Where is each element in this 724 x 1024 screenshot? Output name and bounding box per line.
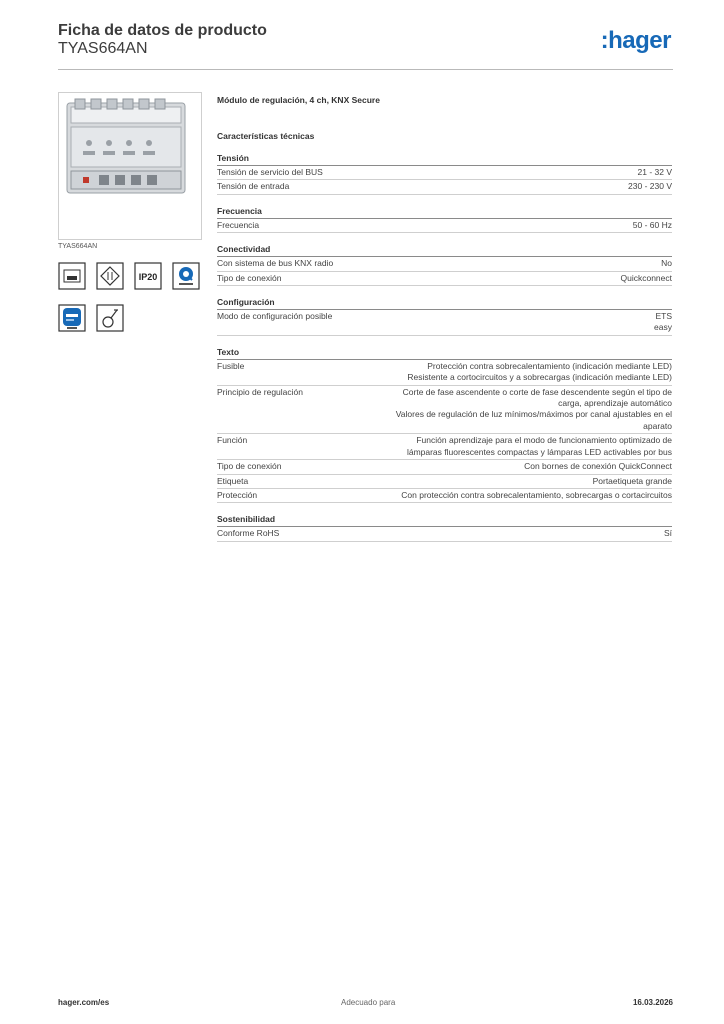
spec-value	[623, 220, 672, 231]
spec-value-line: 50 - 60 Hz	[632, 219, 672, 230]
spec-value-line: aparato	[643, 420, 672, 431]
spec-row	[217, 219, 672, 233]
spec-value-line: 21 - 32 V	[637, 167, 672, 177]
spec-section	[217, 296, 672, 336]
spec-label: Tipo de conexión	[217, 461, 282, 472]
section-title: Texto	[217, 346, 672, 360]
knx-logo-icon	[58, 262, 86, 290]
spec-label: Principio de regulación	[217, 386, 303, 397]
spec-value	[654, 528, 672, 539]
spec-value	[391, 490, 672, 501]
section-title: Tensión	[217, 152, 672, 166]
spec-section	[217, 243, 672, 286]
spec-label: Frecuencia	[217, 219, 260, 230]
spec-value-line: lámparas fluorescentes compactas y lámparas LED activables por bus	[406, 446, 672, 457]
page-title: Ficha de datos de producto	[58, 22, 267, 39]
spec-value-line: Con bornes de conexión QuickConnect	[524, 461, 672, 472]
section-title: Conectividad	[217, 243, 672, 257]
spec-row	[217, 360, 672, 386]
spec-value-line: Función aprendizaje para el modo de funcionamiento optimizado de	[416, 435, 672, 446]
spec-value-line: Valores de regulación de luz mínimos/máximos por canal ajustables en el	[395, 409, 672, 420]
footer-website: hager.com/es	[58, 998, 110, 1007]
spec-value-line: Portaetiqueta grande	[592, 475, 672, 486]
spec-label: Protección	[217, 489, 258, 500]
spec-value-line: Quickconnect	[620, 272, 672, 283]
spec-row	[217, 386, 672, 435]
spec-section	[217, 513, 672, 541]
spec-value-line: Con protección contra sobrecalentamiento, sobrecargas o cortacircuitos	[401, 489, 672, 500]
spec-value-line: Sí	[663, 528, 672, 539]
spec-value-line: Corte de fase ascendente o corte de fase descendente según el tipo de	[402, 386, 672, 397]
spec-row	[217, 257, 672, 271]
spec-value	[628, 167, 673, 178]
spec-row	[217, 434, 672, 460]
spec-value-line: easy	[654, 322, 672, 333]
footer-date: 16.03.2026	[632, 998, 673, 1007]
hager-logo: :hager	[600, 27, 671, 54]
spec-value	[397, 435, 672, 458]
spec-value-line: carga, aprendizaje automático	[558, 398, 672, 409]
ip20-badge	[134, 262, 162, 290]
spec-row	[217, 475, 672, 489]
spec-value	[611, 273, 673, 284]
spec-value	[397, 361, 672, 384]
spec-value	[583, 476, 672, 487]
spec-label: Modo de configuración posible	[217, 311, 333, 322]
ce-mark-icon	[96, 262, 124, 290]
spec-label: Tipo de conexión	[217, 272, 282, 283]
spec-row	[217, 310, 672, 336]
spec-value	[651, 258, 672, 269]
product-code-caption: TYAS664AN	[58, 243, 98, 250]
spec-label: Conforme RoHS	[217, 528, 280, 539]
spec-row	[217, 527, 672, 541]
spec-value	[514, 461, 672, 472]
ip20-label: IP20	[138, 272, 158, 282]
spec-value-line: Resistente a cortocircuitos y a sobrecargas (indicación mediante LED)	[407, 372, 672, 383]
recycle-icon	[96, 304, 124, 332]
spec-row	[217, 489, 672, 503]
spec-row	[217, 180, 672, 194]
tech-characteristics-heading: Características técnicas	[217, 131, 315, 141]
spec-label: Tensión de entrada	[217, 181, 290, 192]
spec-label: Fusible	[217, 360, 245, 371]
section-title: Sostenibilidad	[217, 513, 672, 527]
logo-text: hager	[608, 27, 671, 54]
quickconnect-icon	[172, 262, 200, 290]
footer-suitable-for: Adecuado para	[341, 998, 396, 1007]
spec-value-line: 230 - 230 V	[628, 181, 672, 192]
page-subtitle: TYAS664AN	[58, 40, 148, 57]
spec-sections	[217, 152, 672, 542]
spec-value-line: Protección contra sobrecalentamiento (indicación mediante LED)	[427, 360, 672, 371]
ease-logo-icon	[58, 304, 86, 332]
spec-row	[217, 460, 672, 474]
spec-row	[217, 166, 672, 180]
section-title: Configuración	[217, 296, 672, 310]
spec-label: Con sistema de bus KNX radio	[217, 258, 334, 269]
product-name: Módulo de regulación, 4 ch, KNX Secure	[217, 95, 380, 105]
section-title: Frecuencia	[217, 205, 672, 219]
spec-content	[217, 94, 672, 542]
spec-value-line: ETS	[655, 311, 672, 322]
spec-section	[217, 346, 672, 503]
page-header	[58, 20, 673, 70]
spec-value	[618, 181, 672, 192]
spec-value	[386, 387, 672, 433]
spec-label: Tensión de servicio del BUS	[217, 167, 323, 177]
spec-section	[217, 152, 672, 195]
spec-section	[217, 205, 672, 233]
dimmer-module-illustration	[59, 93, 201, 239]
product-image	[58, 92, 202, 240]
spec-label: Función	[217, 435, 248, 446]
spec-row	[217, 272, 672, 286]
spec-value-line: No	[661, 258, 672, 269]
spec-label: Etiqueta	[217, 475, 249, 486]
spec-value	[644, 311, 672, 334]
